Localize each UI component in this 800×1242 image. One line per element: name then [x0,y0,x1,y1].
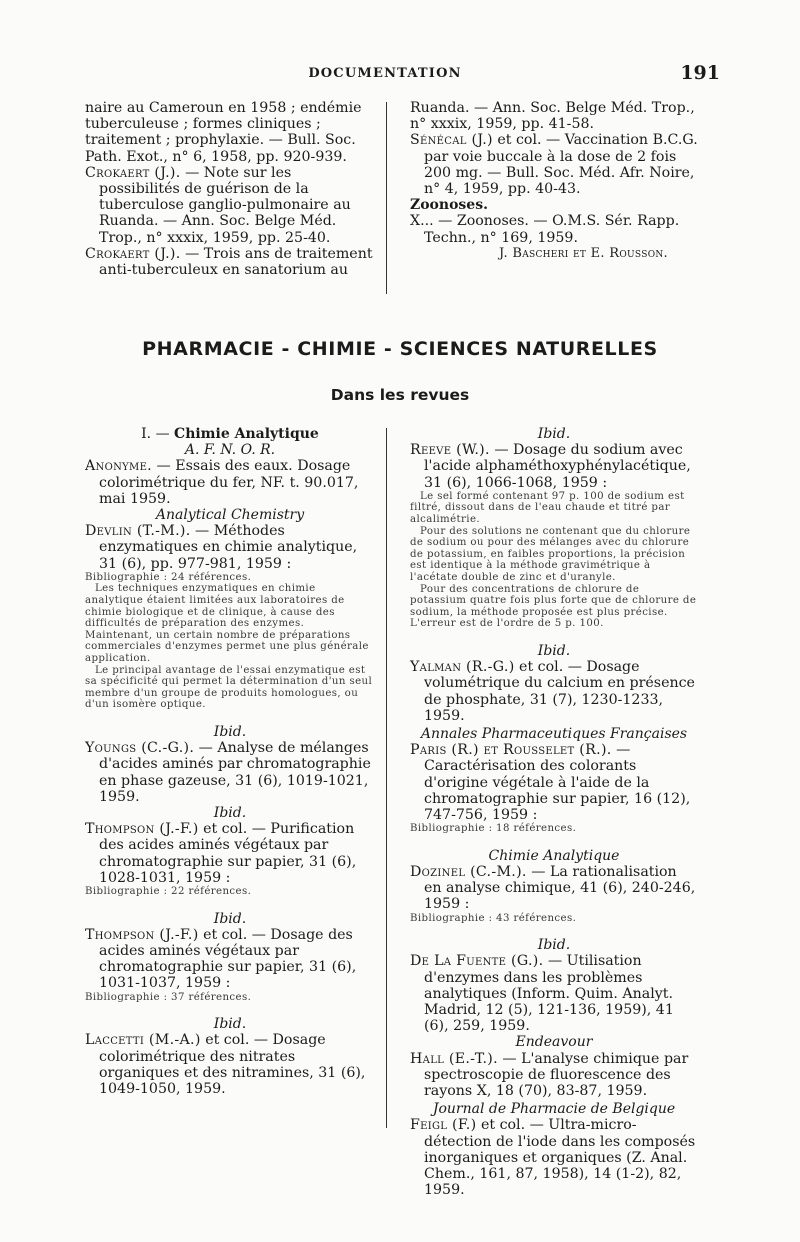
source-label: Endeavour [515,1034,593,1051]
bibliography-note: Bibliographie : 22 références. [85,885,252,897]
entry-text: — Essais des eaux. Dosage colorimétrique du fer, NF. t. 90.017, mai 1959. [99,458,359,507]
entry-text: — La rationalisation en analyse chimique, 41 (6), 240-246, 1959 : [424,863,696,913]
entry-paris-rousselet [410,742,698,835]
entry-text: et col. — Vaccination B.C.G. par voie buccale à la dose de 2 fois 200 mg. — Bull. Soc. Méd. Afr. Noire, n° 4, 1959, pp. 40-43. [424,132,698,198]
entry-text: — Utilisation d'enzymes dans les problèmes analytiques (Inform. Quim. Analyt. Madrid, 12 (5), 121-136, 1959), 41 (6), 259, 1959. [424,953,674,1035]
author: Paris (R.) et Rousselet (R.). [410,742,612,759]
author: Dozinel (C.-M.). [410,863,527,880]
entry-text: et col. — Dosage des acides aminés végétaux par chromatographie sur papier, 31 (6), 1031-1037, 1959 : [99,926,357,992]
right-column [410,426,698,1198]
abstract-paragraph: Pour des concentrations de chlorure de potassium quatre fois plus forte que de chlorure de sodium, la méthode proposée est plus précise. L'erreur est de l'ordre de 5 p. 100. [410,583,697,630]
section-title: PHARMACIE - CHIMIE - SCIENCES NATURELLES [142,338,658,360]
bibliography-note: Bibliographie : 37 références. [85,991,252,1003]
entry-text: — L'analyse chimique par spectroscopie de fluorescence des rayons X, 18 (70), 83-87, 1959. [424,1050,689,1099]
entry-hall [410,1051,698,1100]
author: Youngs (C.-G.). [85,740,195,757]
entry-text: — Dosage du sodium avec l'acide alphaméthoxyphénylacétique, 31 (6), 1066-1068, 1959 : [424,442,691,491]
entry-text: — Note sur les possibilités de guérison de la tuberculose ganglio-pulmonaire au Ruanda. — Ann. Soc. Belge Méd. Trop., n° xxxix, 1959, pp. 25-40. [99,164,351,246]
author: Anonyme. [85,458,152,475]
entry-yalman [410,659,698,724]
subsection-title: Chimie Analytique [174,426,319,442]
entry-text: — Méthodes enzymatiques en chimie analytique, 31 (6), pp. 977-981, 1959 : [99,523,358,572]
entry-text: et col. — Purification des acides aminés végétaux par chromatographie sur papier, 31 (6), 1028-1031, 1959 : [99,821,357,886]
subheading-zoonoses: Zoonoses. [410,197,488,214]
entry-senecal [410,132,698,197]
source-label: Ibid. [213,723,247,740]
left-column [85,426,375,1097]
author: De La Fuente (G.). [410,953,544,970]
author: Hall (E.-T.). [410,1050,498,1067]
entry-devlin [85,523,375,711]
source-label: Ibid. [213,804,247,821]
signature: J. Bascheri et E. Rousson. [498,245,668,261]
source-label: Ibid. [213,1016,247,1033]
author: Devlin (T.-M.). [85,523,191,540]
top-right-column [410,100,698,262]
entry-thompson-1 [85,821,375,897]
author: Laccetti (M.-A.) [85,1032,201,1049]
entry-youngs [85,740,375,805]
author: Sénécal (J.) [410,132,493,149]
source-label: Ibid. [537,937,571,954]
entry-reeve [410,442,698,630]
entry-continued: Ruanda. — Ann. Soc. Belge Méd. Trop., n° xxxix, 1959, pp. 41-58. [410,100,695,133]
author: Thompson (J.-F.) [85,821,199,838]
author: Yalman (R.-G.) [410,659,515,676]
entry-text: — Caractérisation des colorants d'origine végétale à l'aide de la chromatographie sur papier, 16 (12), 747-756, 1959 : [424,742,691,823]
entry-thompson-2 [85,927,375,1003]
source-label: Journal de Pharmacie de Belgique [432,1101,676,1118]
top-left-column [85,100,375,278]
entry-de-la-fuente [410,953,698,1034]
column-divider-top [386,102,387,294]
abstract-paragraph: Le sel formé contenant 97 p. 100 de sodium est filtré, dissout dans de l'eau chaude et titré par alcalimétrie. [410,490,685,525]
abstract-paragraph: Le principal avantage de l'essai enzymatique est sa spécificité qui permet la détermination d'un seul membre d'un groupe de produits homologues, ou d'un isomère optique. [85,664,373,711]
subsection-heading [85,426,375,442]
page-header [60,62,720,86]
running-head: DOCUMENTATION [308,66,462,81]
entry-text: — Trois ans de traitement anti-tuberculeux en sanatorium au [99,245,373,279]
source-label: Ibid. [537,426,571,442]
entry-crokaert-1 [85,165,375,246]
source-label: Ibid. [213,910,247,927]
entry-text: et col. — Ultra-micro-détection de l'iode dans les composés inorganiques et organiques (Z. Anal. Chem., 161, 87, 1958), 14 (1-2), 82, 1959. [424,1117,696,1199]
bibliography-note: Bibliographie : 24 références. [85,571,252,583]
source-label: Annales Pharmaceutiques Françaises [420,725,688,742]
column-divider-main [386,428,387,1128]
source-label: A. F. N. O. R. [184,442,276,459]
entry-zoonoses: X... — Zoonoses. — O.M.S. Sér. Rapp. Techn., n° 169, 1959. [410,213,680,246]
bibliography-note: Bibliographie : 43 références. [410,912,577,924]
entry-dozinel [410,864,698,924]
entry-text: et col. — Dosage volumétrique du calcium en présence de phosphate, 31 (7), 1230-1233, 1959. [424,659,695,724]
abstract-paragraph: Pour des solutions ne contenant que du chlorure de sodium ou pour des mélanges avec du chlorure de potassium, en faibles proportions, la précision est identique à la méthode gravimétrique à l'acétate double de zinc et d'uranyle. [410,525,691,583]
source-label: Analytical Chemistry [155,507,305,524]
entry-text: — Analyse de mélanges d'acides aminés par chromatographie en phase gazeuse, 31 (6), 1019-1021, 1959. [99,740,371,805]
author: Thompson (J.-F.) [85,926,199,943]
author: Feigl (F.) [410,1117,477,1134]
source-label: Ibid. [537,642,571,659]
entry-feigl [410,1117,698,1198]
entry-crokaert-2 [85,246,375,278]
entry-continued: naire au Cameroun en 1958 ; endémie tuberculeuse ; formes cliniques ; traitement ; prophylaxie. — Bull. Soc. Path. Exot., n° 6, 1958, pp. 920-939. [85,100,362,165]
subsection-number: I. — [141,426,175,442]
page-number: 191 [680,62,720,84]
author: Crokaert (J.). [85,164,181,181]
author: Crokaert (J.). [85,245,181,262]
entry-text: et col. — Dosage colorimétrique des nitrates organiques et des nitramines, 31 (6), 1049-1050, 1959. [99,1032,366,1097]
entry-anonyme [85,458,375,507]
source-label: Chimie Analytique [488,847,620,864]
section-subtitle: Dans les revues [330,386,470,404]
abstract-paragraph: Les techniques enzymatiques en chimie analytique étaient limitées aux laboratoires de chimie biologique et de clinique, à cause des difficultés de préparation des enzymes. Maintenant, un certain nombre de préparations commerciales d'enzymes permet une plus générale application. [85,583,369,664]
entry-laccetti [85,1032,375,1097]
bibliography-note: Bibliographie : 18 références. [410,823,577,835]
author: Reeve (W.). [410,442,490,459]
